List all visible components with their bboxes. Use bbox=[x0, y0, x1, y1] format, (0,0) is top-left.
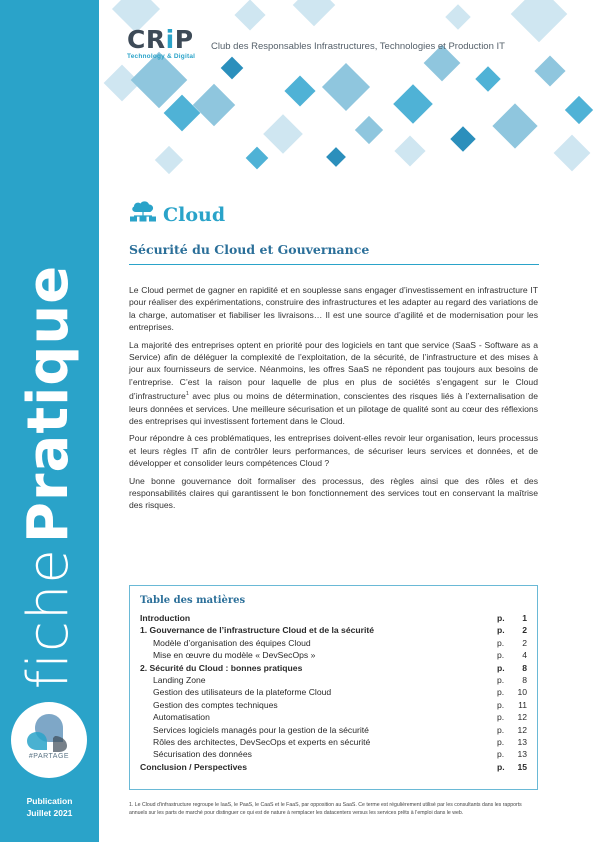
footnote: 1. Le Cloud d’infrastructure regroupe le IaaS, le PaaS, le CaaS et le FaaS, par opposition au SaaS. Ce terme est régulièrement utilisé par les consultants dans les rapports annuels sur les parts de marché pour distinguer ce qui est de nature à remplacer les datacenters versus les services prêts à l’emploi dans le web. bbox=[129, 802, 522, 816]
toc-entry[interactable] bbox=[140, 624, 527, 636]
toc-entry[interactable] bbox=[140, 674, 527, 686]
toc-entry-page bbox=[497, 649, 527, 661]
toc-entry-page bbox=[497, 612, 527, 624]
vertical-title-bold: Pratique bbox=[16, 264, 81, 544]
toc-page-number: 12 bbox=[517, 724, 527, 735]
vertical-title-light: fiche bbox=[16, 548, 81, 690]
toc-entry-label: Introduction bbox=[140, 613, 191, 623]
sidebar-band bbox=[0, 0, 99, 842]
toc-page-prefix: p. bbox=[497, 613, 505, 623]
toc-entry[interactable] bbox=[140, 748, 527, 760]
toc-entry[interactable] bbox=[140, 761, 527, 773]
toc-entry-page bbox=[497, 699, 527, 711]
toc-entry-label: Sécurisation des données bbox=[153, 749, 252, 760]
toc-entry-page bbox=[497, 674, 527, 686]
toc-entry-label: Gestion des comptes techniques bbox=[153, 699, 278, 710]
toc-entry[interactable] bbox=[140, 637, 527, 649]
toc-page-number: 12 bbox=[517, 712, 527, 723]
toc-entry[interactable] bbox=[140, 649, 527, 661]
toc-entry-label: Automatisation bbox=[153, 712, 210, 723]
toc-page-prefix: p. bbox=[497, 761, 505, 772]
toc-page-prefix: p. bbox=[497, 699, 505, 710]
toc-entry-label: 2. Sécurité du Cloud : bonnes pratiques bbox=[140, 662, 303, 673]
toc-page-prefix: p. bbox=[497, 637, 505, 648]
toc-entry-label: Services logiciels managés pour la gestion de la sécurité bbox=[153, 724, 369, 735]
header-tagline: Club des Responsables Infrastructures, Technologies et Production IT bbox=[211, 41, 505, 52]
document-title: Sécurité du Cloud et Gouvernance bbox=[129, 242, 370, 257]
toc-entry[interactable] bbox=[140, 699, 527, 711]
crip-logo bbox=[127, 27, 195, 60]
toc-page-prefix: p. bbox=[497, 737, 505, 748]
toc-page-prefix: p. bbox=[497, 749, 505, 760]
toc-entry-label: Modèle d’organisation des équipes Cloud bbox=[153, 637, 311, 648]
toc-page-prefix: p. bbox=[497, 712, 505, 723]
toc-page-number: 15 bbox=[517, 761, 527, 772]
paragraph-1: Le Cloud permet de gagner en rapidité et en souplesse sans engager d’investissement en infrastructure IT pour réaliser des expérimentations, construire des infrastructures et les adapter au regard des variations de la charge, automatiser et fiabiliser les livraisons… Il est une source d’agilité et de modernisation pour les entreprises. bbox=[129, 285, 538, 333]
toc-page-number: 4 bbox=[522, 650, 527, 661]
toc-page-prefix: p. bbox=[497, 675, 505, 686]
toc-entry[interactable] bbox=[140, 711, 527, 723]
toc-entry-label: Gestion des utilisateurs de la plateforme Cloud bbox=[153, 687, 332, 698]
toc-entry-page bbox=[497, 686, 527, 698]
toc-list bbox=[140, 612, 527, 773]
publication-date: Juillet 2021 bbox=[26, 808, 73, 818]
toc-entry[interactable] bbox=[140, 662, 527, 674]
toc-entry-page bbox=[497, 736, 527, 748]
toc-entry-page bbox=[497, 662, 527, 674]
toc-entry-label: Mise en œuvre du modèle « DevSecOps » bbox=[153, 650, 316, 661]
toc-entry-page bbox=[497, 711, 527, 723]
vertical-title bbox=[16, 264, 81, 690]
toc-page-number: 13 bbox=[517, 749, 527, 760]
publication-label: Publication bbox=[26, 796, 73, 806]
toc-page-prefix: p. bbox=[497, 625, 505, 636]
paragraph-2-part-1: La majorité des entreprises optent en priorité pour des logiciels en tant que service (SaaS - Software as a Service) afin de déléguer la complexité de l’exploitation, de la sécurité, de l’infrastructure et des mises à jour aux fournisseurs de service. Néanmoins, les offres SaaS ne répondent pas toujours aux besoins de l’entreprise. C’est la raison pour laquelle de plus en plus de sociétés s’engagent sur le Cloud d’infrastructure bbox=[129, 339, 538, 402]
intro-body bbox=[129, 284, 538, 517]
toc-entry-label: Conclusion / Perspectives bbox=[140, 761, 247, 772]
partage-label: #PARTAGE bbox=[28, 753, 70, 760]
toc-page-prefix: p. bbox=[497, 687, 505, 698]
toc-entry-label: Landing Zone bbox=[153, 675, 206, 686]
toc-page-number: 2 bbox=[522, 625, 527, 636]
logo-subtitle: Technology & Digital bbox=[127, 53, 196, 60]
toc-page-number: 11 bbox=[518, 699, 527, 710]
toc-entry-label: Rôles des architectes, DevSecOps et experts en sécurité bbox=[153, 737, 371, 748]
toc-page-number: 8 bbox=[522, 675, 527, 686]
toc-page-prefix: p. bbox=[497, 724, 505, 735]
toc-entry[interactable] bbox=[140, 724, 527, 736]
partage-badge bbox=[11, 702, 87, 778]
paragraph-3: Pour répondre à ces problématiques, les entreprises doivent-elles revoir leur organisation, leurs processus et leurs règles IT afin de contrôler leurs performances, de sécuriser leurs services et données, et de développer et consolider leurs compétences Cloud ? bbox=[129, 433, 538, 469]
table-of-contents bbox=[129, 585, 538, 790]
cloud-network-icon bbox=[129, 200, 159, 222]
title-divider bbox=[129, 264, 539, 265]
paragraph-2-part-2: avec plus ou moins de détermination, conscientes des risques liés à l’externalisation de leurs données et services. Une meilleure sécurisation et un pilotage de qualité sont au cœur des réflexions des entreprises qui investissent fortement dans le Cloud. bbox=[129, 391, 538, 426]
toc-entry[interactable] bbox=[140, 686, 527, 698]
toc-entry[interactable] bbox=[140, 736, 527, 748]
toc-page-prefix: p. bbox=[497, 650, 505, 661]
footnote-ref: 1 bbox=[185, 391, 189, 398]
partage-logo-icon bbox=[11, 702, 87, 778]
paragraph-2 bbox=[129, 339, 538, 428]
section-label: Cloud bbox=[163, 204, 226, 226]
paragraph-4: Une bonne gouvernance doit formaliser des processus, des règles ainsi que des rôles et des responsabilités claires qui garantissent le bon fonctionnement des services tout en conservant la maîtrise des risques. bbox=[129, 475, 538, 511]
toc-page-prefix: p. bbox=[497, 662, 505, 673]
toc-heading: Table des matières bbox=[140, 595, 246, 606]
toc-entry-label: 1. Gouvernance de l’infrastructure Cloud et de la sécurité bbox=[140, 625, 375, 636]
toc-entry-page bbox=[497, 624, 527, 636]
toc-page-number: 1 bbox=[522, 613, 527, 623]
toc-entry-page bbox=[497, 761, 527, 773]
toc-entry-page bbox=[497, 724, 527, 736]
toc-entry-page bbox=[497, 637, 527, 649]
toc-page-number: 8 bbox=[522, 662, 527, 673]
toc-page-number: 2 bbox=[522, 637, 527, 648]
logo-name: CRiP bbox=[127, 25, 194, 54]
toc-entry-page bbox=[497, 748, 527, 760]
toc-entry[interactable] bbox=[140, 612, 527, 624]
toc-page-number: 10 bbox=[517, 687, 527, 698]
toc-page-number: 13 bbox=[517, 737, 527, 748]
